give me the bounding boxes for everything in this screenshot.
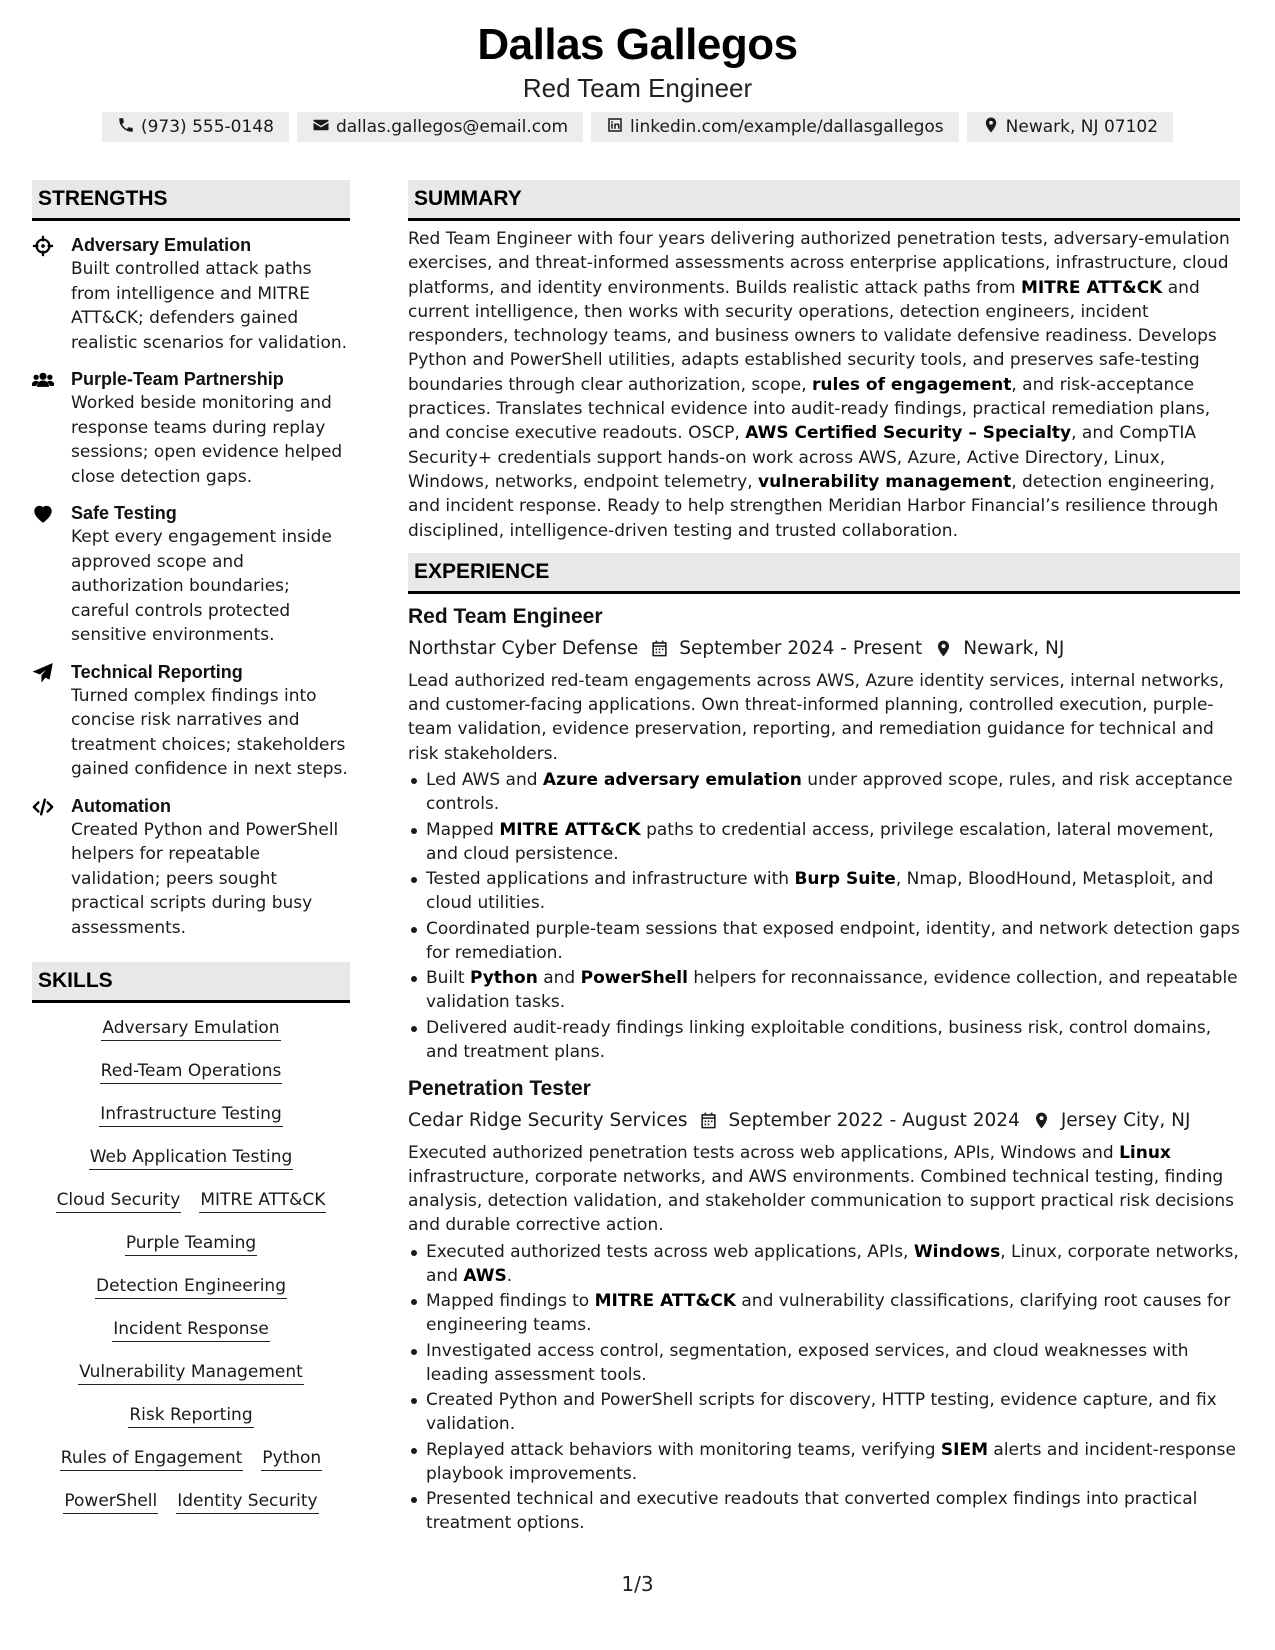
emphasis-text: AWS Certified Security – Specialty [745,423,1072,444]
text-run: Mapped findings to [426,1291,595,1312]
job-location: Newark, NJ [963,637,1065,659]
experience-heading: EXPERIENCE [408,553,1240,594]
strength-item [32,501,350,648]
calendar-icon [650,639,669,658]
contact-location [967,112,1173,142]
skill-tag: Adversary Emulation [101,1017,280,1041]
contact-email[interactable] [297,112,583,142]
code-icon [32,796,54,818]
job-location: Jersey City, NJ [1060,1109,1191,1131]
job-description [408,669,1240,766]
emphasis-text: Windows [913,1241,1001,1262]
skill-tag: Cloud Security [56,1189,182,1213]
text-run: Red Team Engineer with four years delivering authorized penetration tests, adversary-emulation exercises, and threat-informed assessments across enterprise applications, infrastructure, cloud platforms, and identity environments. Builds realistic attack paths from [408,229,1230,298]
emphasis-text: MITRE ATT&CK [499,819,641,840]
envelope-icon [312,116,330,139]
skill-row [63,1490,318,1514]
map-pin-icon [1032,1111,1051,1130]
paper-plane-icon [32,662,54,684]
skill-tag: Red-Team Operations [100,1060,283,1084]
job-dates: September 2022 - August 2024 [728,1109,1020,1131]
text-run: Mapped [426,819,500,840]
skills-heading: SKILLS [32,962,350,1003]
strength-title: Purple-Team Partnership [71,369,284,389]
text-run: , Nmap, BloodHound, Metasploit, and cloud utilities. [426,869,1214,914]
summary-text [408,227,1240,543]
job-entry [408,602,1240,1064]
text-run: Delivered audit-ready findings linking exploitable conditions, business risk, control domains, and treatment plans. [426,1017,1212,1062]
skill-row [99,1103,283,1127]
contact-linkedin[interactable] [591,112,959,142]
skill-row [100,1060,283,1084]
skill-tag: Purple Teaming [125,1232,257,1256]
strength-desc: Created Python and PowerShell helpers for repeatable validation; peers sought practical scripts during busy assessments. [71,819,339,938]
job-title: Penetration Tester [408,1076,591,1100]
bullet-item [408,917,1240,965]
text-run: infrastructure, corporate networks, and AWS environments. Combined technical testing, finding analysis, detection validation, and stakeholder communication to support practical risk decisions and durable corrective action. [408,1166,1234,1236]
emphasis-text: PowerShell [580,968,688,989]
job-description [408,1141,1240,1238]
skill-row [56,1189,327,1213]
job-company: Northstar Cyber Defense [408,637,639,659]
crosshairs-icon [32,235,54,257]
left-column [32,180,350,1514]
phone-icon [117,116,135,139]
bullet-item [408,768,1240,816]
skill-tag: PowerShell [63,1490,158,1514]
strength-item [32,233,350,355]
text-run: alerts and incident-response playbook improvements. [426,1439,1236,1484]
right-column [408,180,1240,1537]
skill-row [60,1447,322,1471]
contact-phone-text: (973) 555-0148 [140,117,274,137]
skill-tag: Risk Reporting [128,1404,253,1428]
bullet-item [408,1438,1240,1486]
emphasis-text: rules of engagement [812,374,1012,395]
emphasis-text: Azure adversary emulation [542,770,802,791]
strength-desc: Kept every engagement inside approved scope and authorization boundaries; careful controls protected sensitive environments. [71,527,332,645]
emphasis-text: SIEM [940,1439,989,1460]
strength-title: Safe Testing [71,503,177,523]
strength-item [32,794,350,941]
skill-row [101,1017,280,1041]
text-run: under approved scope, rules, and risk acceptance controls. [426,770,1233,815]
candidate-name: Dallas Gallegos [477,20,798,69]
strength-desc: Turned complex findings into concise risk narratives and treatment choices; stakeholders gained confidence in next steps. [71,685,348,779]
text-run: Built [426,968,470,989]
skill-tag: MITRE ATT&CK [199,1189,326,1213]
text-run: , and CompTIA Security+ credentials support hands-on work across AWS, Azure, Active Directory, Linux, Windows, networks, endpoint telemetry, [408,423,1196,492]
text-run: Coordinated purple-team sessions that exposed endpoint, identity, and network detection gaps for remediation. [426,918,1240,963]
text-run: paths to credential access, privilege escalation, lateral movement, and cloud persistence. [426,819,1214,864]
summary-heading: SUMMARY [408,180,1240,221]
strength-title: Adversary Emulation [71,235,252,255]
emphasis-text: vulnerability management [758,471,1012,492]
strengths-heading: STRENGTHS [32,180,350,221]
bullet-item [408,1289,1240,1337]
strength-item [32,660,350,782]
job-bullets [408,768,1240,1064]
text-run: , detection engineering, and incident response. Ready to help strengthen Meridian Harbor Financial’s resilience through disciplined, intelligence-driven testing and trusted collaboration. [408,471,1219,541]
skill-tag: Incident Response [112,1318,270,1342]
strength-title: Automation [71,795,171,816]
skill-row [125,1232,257,1256]
job-dates: September 2024 - Present [679,637,923,659]
contact-bar [0,112,1275,142]
job-bullets [408,1240,1240,1536]
bullet-item [408,867,1240,915]
bullet-item [408,1016,1240,1064]
skill-tag: Infrastructure Testing [99,1103,283,1127]
skill-row [89,1146,294,1170]
emphasis-text: AWS [463,1265,507,1286]
skills-list [32,1017,350,1514]
text-run: Executed authorized penetration tests across web applications, APIs, Windows and [408,1142,1120,1163]
text-run: Created Python and PowerShell scripts for discovery, HTTP testing, evidence capture, and fix validation. [426,1390,1217,1435]
strength-desc: Worked beside monitoring and response teams during replay sessions; open evidence helped close detection gaps. [71,393,343,487]
contact-phone[interactable] [102,112,289,142]
text-run: Executed authorized tests across web applications, APIs, [426,1241,914,1262]
skill-row [95,1275,287,1299]
skill-tag: Rules of Engagement [60,1447,244,1471]
job-meta [408,634,1240,664]
skill-tag: Identity Security [176,1490,318,1514]
candidate-role: Red Team Engineer [522,73,753,103]
emphasis-text: MITRE ATT&CK [594,1291,736,1312]
map-pin-icon [934,639,953,658]
text-run: Led AWS and [426,770,543,791]
text-run: Investigated access control, segmentation, exposed services, and cloud weaknesses with leading assessment tools. [426,1340,1189,1385]
strength-item [32,367,350,489]
emphasis-text: Linux [1119,1142,1171,1163]
users-icon [32,369,54,391]
bullet-item [408,1388,1240,1436]
emphasis-text: Python [469,968,538,989]
job-meta [408,1106,1240,1136]
bullet-item [408,1487,1240,1535]
skill-tag: Vulnerability Management [78,1361,304,1385]
calendar-icon [699,1111,718,1130]
skill-row [128,1404,253,1428]
bullet-item [408,1240,1240,1288]
heart-icon [32,503,54,525]
skill-row [112,1318,270,1342]
contact-location-text: Newark, NJ 07102 [1005,117,1159,137]
text-run: Lead authorized red-team engagements across AWS, Azure identity services, internal networks, and customer-facing applications. Own threat-informed planning, controlled execution, purple-team validation, evidence preservation, reporting, and remediation guidance for technical and risk stakeholders. [408,670,1225,764]
bullet-item [408,966,1240,1014]
text-run: . [506,1265,513,1286]
strength-desc: Built controlled attack paths from intelligence and MITRE ATT&CK; defenders gained realistic scenarios for validation. [71,259,348,353]
contact-email-text: dallas.gallegos@email.com [335,117,569,137]
text-run: and vulnerability classifications, clarifying root causes for engineering teams. [426,1291,1231,1336]
skill-tag: Web Application Testing [89,1146,294,1170]
emphasis-text: MITRE ATT&CK [1021,277,1163,298]
job-entry [408,1074,1240,1536]
text-run: and [537,968,581,989]
text-run: Replayed attack behaviors with monitoring teams, verifying [426,1439,941,1460]
job-company: Cedar Ridge Security Services [408,1109,688,1131]
text-run: Tested applications and infrastructure with [426,869,795,890]
skill-row [78,1361,304,1385]
text-run: , Linux, corporate networks, and [426,1241,1239,1286]
skill-tag: Python [261,1447,322,1471]
bullet-item [408,818,1240,866]
emphasis-text: Burp Suite [794,869,896,890]
page-number: 1/3 [621,1572,654,1596]
contact-linkedin-text: linkedin.com/example/dallasgallegos [630,117,944,137]
bullet-item [408,1339,1240,1387]
skill-tag: Detection Engineering [95,1275,287,1299]
linkedin-icon [606,116,624,139]
text-run: Presented technical and executive readouts that converted complex findings into practical treatment options. [426,1489,1198,1534]
text-run: helpers for reconnaissance, evidence collection, and repeatable validation tasks. [426,968,1238,1013]
text-run: , and risk-acceptance practices. Translates technical evidence into audit-ready findings, practical remediation plans, and concise executive readouts. OSCP, [408,374,1211,444]
text-run: and current intelligence, then works with security operations, detection engineers, incident responders, technology teams, and business owners to validate defensive readiness. Develops Python and PowerShell utilities, adapts established security tools, and preserves safe-testing boundaries through clear authorization, scope, [408,277,1217,395]
job-title: Red Team Engineer [408,604,603,628]
strength-title: Technical Reporting [71,661,243,682]
map-pin-icon [982,116,1000,139]
